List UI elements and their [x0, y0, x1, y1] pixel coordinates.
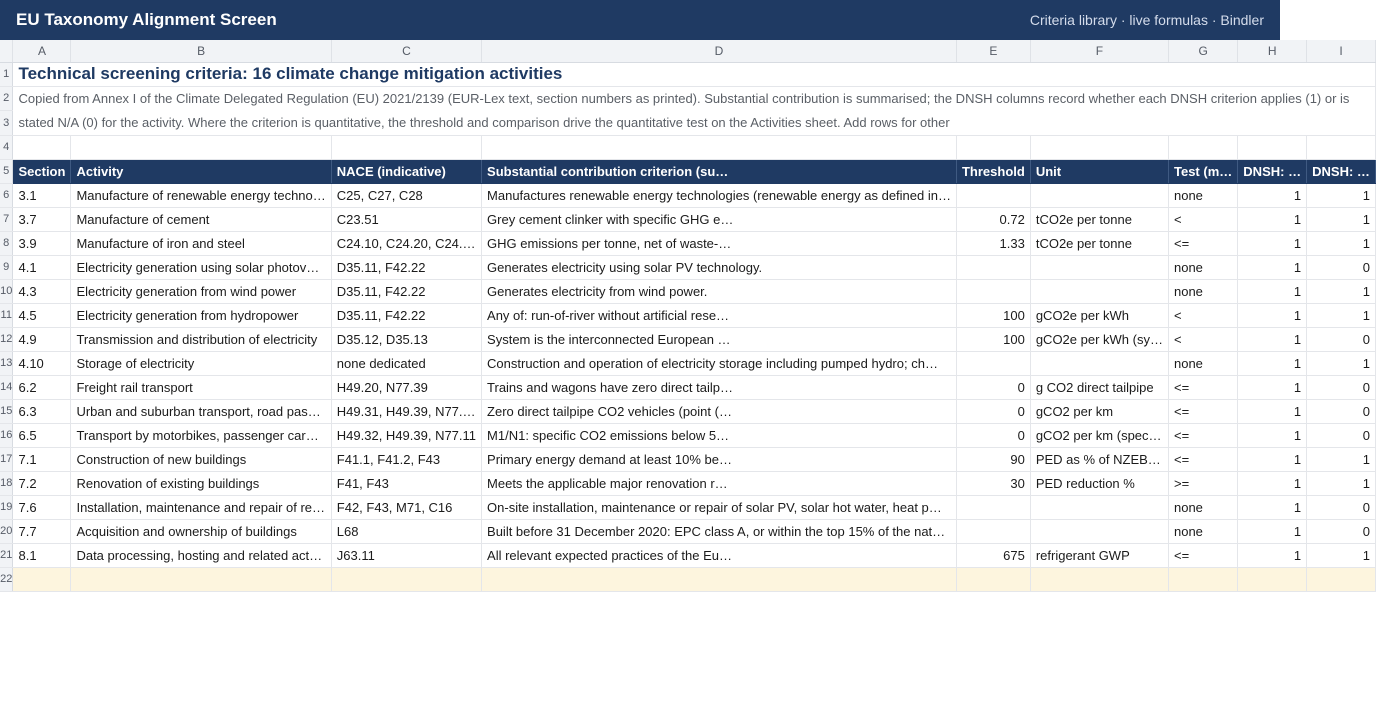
sheet-row [0, 62, 1376, 86]
column-header-f[interactable]: F [1030, 40, 1168, 62]
cell-dnsh-1[interactable]: 1 [1238, 279, 1307, 303]
cell-section[interactable]: 7.7 [13, 519, 71, 543]
cell-dnsh-1[interactable]: 1 [1238, 231, 1307, 255]
cell-dnsh-1[interactable]: 1 [1238, 183, 1307, 207]
column-header-g[interactable]: G [1168, 40, 1237, 62]
cell-activity[interactable]: Construction of new buildings [71, 447, 331, 471]
cell[interactable] [956, 135, 1030, 159]
row-header[interactable]: 11 [0, 303, 13, 327]
cell-nace[interactable]: C24.10, C24.20, C24.… [331, 231, 481, 255]
header-dnsh-2[interactable]: DNSH: … [1307, 159, 1376, 183]
cell-dnsh-2[interactable]: 0 [1307, 375, 1376, 399]
row-header[interactable]: 2 [0, 86, 13, 111]
cell-criterion[interactable]: Construction and operation of electricity storage including pumped hydro; ch… [482, 351, 957, 375]
table-row [0, 543, 1376, 567]
table-row [0, 447, 1376, 471]
header-unit[interactable]: Unit [1030, 159, 1168, 183]
cell-unit[interactable] [1030, 495, 1168, 519]
cell-dnsh-1[interactable]: 1 [1238, 471, 1307, 495]
app-title: EU Taxonomy Alignment Screen [16, 10, 277, 29]
cell-test[interactable]: none [1168, 279, 1237, 303]
row-header[interactable]: 14 [0, 375, 13, 399]
cell[interactable] [71, 135, 331, 159]
row-header[interactable]: 5 [0, 159, 13, 183]
row-header[interactable]: 3 [0, 111, 13, 136]
cell-nace[interactable]: J63.11 [331, 543, 481, 567]
cell-nace[interactable]: H49.20, N77.39 [331, 375, 481, 399]
cell-dnsh-2[interactable]: 1 [1307, 303, 1376, 327]
cell-criterion[interactable]: Meets the applicable major renovation r… [482, 471, 957, 495]
header-section[interactable]: Section [13, 159, 71, 183]
cell-threshold[interactable]: 0 [956, 375, 1030, 399]
cell[interactable] [1307, 135, 1376, 159]
cell-dnsh-1[interactable]: 1 [1238, 303, 1307, 327]
column-header-e[interactable]: E [956, 40, 1030, 62]
column-header-b[interactable]: B [71, 40, 331, 62]
table-row [0, 375, 1376, 399]
cell-criterion[interactable]: All relevant expected practices of the Eu… [482, 543, 957, 567]
cell[interactable] [1238, 135, 1307, 159]
column-header-i[interactable]: I [1307, 40, 1376, 62]
header-activity[interactable]: Activity [71, 159, 331, 183]
cell-threshold[interactable]: 100 [956, 303, 1030, 327]
cell-criterion[interactable]: Grey cement clinker with specific GHG e… [482, 207, 957, 231]
header-threshold[interactable]: Threshold [956, 159, 1030, 183]
cell-activity[interactable]: Acquisition and ownership of buildings [71, 519, 331, 543]
cell-section[interactable]: 4.1 [13, 255, 71, 279]
table-header-row [0, 159, 1376, 183]
cell-unit[interactable]: gCO2 per km [1030, 399, 1168, 423]
table-row [0, 399, 1376, 423]
cell-dnsh-1[interactable]: 1 [1238, 375, 1307, 399]
cell-unit[interactable]: g CO2 direct tailpipe [1030, 375, 1168, 399]
cell-activity[interactable]: Manufacture of cement [71, 207, 331, 231]
cell-section[interactable]: 4.9 [13, 327, 71, 351]
cell-test[interactable]: <= [1168, 399, 1237, 423]
cell-dnsh-1[interactable]: 1 [1238, 447, 1307, 471]
row-header[interactable]: 10 [0, 279, 13, 303]
cell-activity[interactable]: Renovation of existing buildings [71, 471, 331, 495]
cell-nace[interactable]: D35.11, F42.22 [331, 255, 481, 279]
cell[interactable] [331, 135, 481, 159]
row-header[interactable]: 9 [0, 255, 13, 279]
row-header[interactable]: 4 [0, 135, 13, 159]
sheet-row [0, 135, 1376, 159]
row-header[interactable]: 8 [0, 231, 13, 255]
cell-threshold[interactable] [956, 255, 1030, 279]
cell-threshold[interactable]: 0.72 [956, 207, 1030, 231]
cell-dnsh-1[interactable]: 1 [1238, 399, 1307, 423]
cell-dnsh-2[interactable]: 0 [1307, 255, 1376, 279]
entry-cell[interactable] [1168, 567, 1237, 591]
cell-section[interactable]: 3.9 [13, 231, 71, 255]
cell-criterion[interactable]: GHG emissions per tonne, net of waste-… [482, 231, 957, 255]
cell-test[interactable]: <= [1168, 447, 1237, 471]
cell-nace[interactable]: H49.32, H49.39, N77.11 [331, 423, 481, 447]
cell-activity[interactable]: Electricity generation from hydropower [71, 303, 331, 327]
cell-criterion[interactable]: On-site installation, maintenance or repair of solar PV, solar hot water, heat p… [482, 495, 957, 519]
table-row [0, 327, 1376, 351]
cell-activity[interactable]: Freight rail transport [71, 375, 331, 399]
entry-cell[interactable] [71, 567, 331, 591]
cell-dnsh-2[interactable]: 0 [1307, 423, 1376, 447]
cell-section[interactable]: 4.5 [13, 303, 71, 327]
cell-nace[interactable]: D35.12, D35.13 [331, 327, 481, 351]
cell-nace[interactable]: D35.11, F42.22 [331, 303, 481, 327]
cell-criterion[interactable]: Generates electricity from wind power. [482, 279, 957, 303]
row-header[interactable]: 17 [0, 447, 13, 471]
cell-unit[interactable]: gCO2e per kWh [1030, 303, 1168, 327]
cell-section[interactable]: 6.2 [13, 375, 71, 399]
cell-test[interactable]: < [1168, 327, 1237, 351]
column-header-d[interactable]: D [482, 40, 957, 62]
cell-section[interactable]: 3.7 [13, 207, 71, 231]
cell-unit[interactable]: PED reduction % [1030, 471, 1168, 495]
cell-activity[interactable]: Manufacture of iron and steel [71, 231, 331, 255]
cell-test[interactable]: <= [1168, 543, 1237, 567]
sheet-description[interactable] [13, 86, 1376, 135]
header-nace[interactable]: NACE (indicative) [331, 159, 481, 183]
table-row [0, 255, 1376, 279]
cell-unit[interactable] [1030, 519, 1168, 543]
cell-test[interactable]: none [1168, 519, 1237, 543]
cell-test[interactable]: none [1168, 351, 1237, 375]
entry-cell[interactable] [13, 567, 71, 591]
cell-dnsh-2[interactable]: 1 [1307, 183, 1376, 207]
cell-activity[interactable]: Urban and suburban transport, road pas… [71, 399, 331, 423]
cell-activity[interactable]: Manufacture of renewable energy techno… [71, 183, 331, 207]
cell-nace[interactable]: C23.51 [331, 207, 481, 231]
row-header[interactable]: 1 [0, 62, 13, 86]
cell-test[interactable]: none [1168, 183, 1237, 207]
header-dnsh-1[interactable]: DNSH: … [1238, 159, 1307, 183]
cell-unit[interactable]: tCO2e per tonne [1030, 231, 1168, 255]
row-header[interactable]: 12 [0, 327, 13, 351]
cell-criterion[interactable]: M1/N1: specific CO2 emissions below 5… [482, 423, 957, 447]
cell-test[interactable]: none [1168, 495, 1237, 519]
cell[interactable] [482, 135, 957, 159]
cell-section[interactable]: 7.1 [13, 447, 71, 471]
cell-criterion[interactable]: Any of: run-of-river without artificial rese… [482, 303, 957, 327]
cell-nace[interactable]: none dedicated [331, 351, 481, 375]
column-header-c[interactable]: C [331, 40, 481, 62]
cell-dnsh-2[interactable]: 1 [1307, 447, 1376, 471]
cell-unit[interactable]: gCO2 per km (spec… [1030, 423, 1168, 447]
cell-section[interactable]: 3.1 [13, 183, 71, 207]
cell-threshold[interactable] [956, 351, 1030, 375]
cell-dnsh-2[interactable]: 0 [1307, 495, 1376, 519]
cell-test[interactable]: < [1168, 303, 1237, 327]
table-row [0, 183, 1376, 207]
cell-dnsh-2[interactable]: 1 [1307, 471, 1376, 495]
sheet-title[interactable]: Technical screening criteria: 16 climate change mitigation activities [13, 62, 1376, 86]
cell-unit[interactable]: refrigerant GWP [1030, 543, 1168, 567]
table-row [0, 471, 1376, 495]
cell-unit[interactable] [1030, 279, 1168, 303]
cell-activity[interactable]: Storage of electricity [71, 351, 331, 375]
cell-test[interactable]: <= [1168, 423, 1237, 447]
column-header-h[interactable]: H [1238, 40, 1307, 62]
cell-dnsh-1[interactable]: 1 [1238, 255, 1307, 279]
cell-dnsh-2[interactable]: 1 [1307, 231, 1376, 255]
cell-unit[interactable]: gCO2e per kWh (sy… [1030, 327, 1168, 351]
table-row [0, 351, 1376, 375]
table-row [0, 279, 1376, 303]
cell-unit[interactable] [1030, 255, 1168, 279]
cell-unit[interactable] [1030, 351, 1168, 375]
cell-threshold[interactable] [956, 279, 1030, 303]
cell-threshold[interactable] [956, 519, 1030, 543]
cell-activity[interactable]: Transport by motorbikes, passenger car… [71, 423, 331, 447]
cell-section[interactable]: 8.1 [13, 543, 71, 567]
table-row [0, 231, 1376, 255]
table-row [0, 207, 1376, 231]
row-header[interactable]: 20 [0, 519, 13, 543]
row-header[interactable]: 21 [0, 543, 13, 567]
title-bar [0, 0, 1280, 40]
table-row [0, 423, 1376, 447]
cell-nace[interactable]: D35.11, F42.22 [331, 279, 481, 303]
select-all-corner[interactable] [0, 40, 13, 62]
cell-dnsh-2[interactable]: 0 [1307, 399, 1376, 423]
cell-nace[interactable]: F41.1, F41.2, F43 [331, 447, 481, 471]
cell-dnsh-2[interactable]: 1 [1307, 351, 1376, 375]
cell-unit[interactable]: PED as % of NZEB… [1030, 447, 1168, 471]
cell-nace[interactable]: C25, C27, C28 [331, 183, 481, 207]
cell-nace[interactable]: H49.31, H49.39, N77.… [331, 399, 481, 423]
header-test[interactable]: Test (m… [1168, 159, 1237, 183]
title-bar-info: Criteria library · live formulas · Bindler [1029, 12, 1264, 28]
spreadsheet-grid [0, 40, 1376, 592]
cell-dnsh-2[interactable]: 1 [1307, 207, 1376, 231]
sheet-row [0, 86, 1376, 111]
cell-threshold[interactable]: 100 [956, 327, 1030, 351]
cell-dnsh-2[interactable]: 1 [1307, 279, 1376, 303]
cell-dnsh-1[interactable]: 1 [1238, 495, 1307, 519]
cell-criterion[interactable]: Built before 31 December 2020: EPC class A, or within the top 15% of the nat… [482, 519, 957, 543]
cell-test[interactable]: none [1168, 255, 1237, 279]
entry-cell[interactable] [482, 567, 957, 591]
cell-criterion[interactable]: System is the interconnected European … [482, 327, 957, 351]
cell-nace[interactable]: L68 [331, 519, 481, 543]
cell-section[interactable]: 7.2 [13, 471, 71, 495]
cell-dnsh-2[interactable]: 1 [1307, 543, 1376, 567]
table-row [0, 303, 1376, 327]
cell-unit[interactable]: tCO2e per tonne [1030, 207, 1168, 231]
cell-nace[interactable]: F42, F43, M71, C16 [331, 495, 481, 519]
cell-dnsh-1[interactable]: 1 [1238, 423, 1307, 447]
row-header[interactable]: 6 [0, 183, 13, 207]
cell-threshold[interactable]: 90 [956, 447, 1030, 471]
new-entry-row [0, 567, 1376, 591]
cell-section[interactable]: 4.3 [13, 279, 71, 303]
cell-dnsh-1[interactable]: 1 [1238, 519, 1307, 543]
cell-test[interactable]: <= [1168, 231, 1237, 255]
cell-criterion[interactable]: Zero direct tailpipe CO2 vehicles (point (… [482, 399, 957, 423]
cell-dnsh-1[interactable]: 1 [1238, 543, 1307, 567]
entry-cell[interactable] [1238, 567, 1307, 591]
cell-criterion[interactable]: Generates electricity using solar PV technology. [482, 255, 957, 279]
cell-dnsh-1[interactable]: 1 [1238, 351, 1307, 375]
cell-criterion[interactable]: Trains and wagons have zero direct tailp… [482, 375, 957, 399]
cell-threshold[interactable]: 0 [956, 399, 1030, 423]
cell[interactable] [1030, 135, 1168, 159]
entry-cell[interactable] [331, 567, 481, 591]
column-header-row [0, 40, 1376, 62]
cell-nace[interactable]: F41, F43 [331, 471, 481, 495]
row-header[interactable]: 15 [0, 399, 13, 423]
cell-activity[interactable]: Data processing, hosting and related act… [71, 543, 331, 567]
cell-activity[interactable]: Transmission and distribution of electricity [71, 327, 331, 351]
cell-test[interactable]: >= [1168, 471, 1237, 495]
row-header[interactable]: 13 [0, 351, 13, 375]
cell-activity[interactable]: Electricity generation using solar photov… [71, 255, 331, 279]
cell-threshold[interactable]: 1.33 [956, 231, 1030, 255]
cell-test[interactable]: < [1168, 207, 1237, 231]
cell-dnsh-1[interactable]: 1 [1238, 327, 1307, 351]
cell-threshold[interactable] [956, 495, 1030, 519]
cell-test[interactable]: <= [1168, 375, 1237, 399]
entry-cell[interactable] [1307, 567, 1376, 591]
table-row [0, 519, 1376, 543]
row-header[interactable]: 22 [0, 567, 13, 591]
cell-unit[interactable] [1030, 183, 1168, 207]
cell-activity[interactable]: Installation, maintenance and repair of re… [71, 495, 331, 519]
cell-threshold[interactable] [956, 183, 1030, 207]
cell-section[interactable]: 4.10 [13, 351, 71, 375]
row-header[interactable]: 16 [0, 423, 13, 447]
column-header-a[interactable]: A [13, 40, 71, 62]
cell-threshold[interactable]: 675 [956, 543, 1030, 567]
cell-dnsh-2[interactable]: 0 [1307, 327, 1376, 351]
cell-dnsh-1[interactable]: 1 [1238, 207, 1307, 231]
row-header[interactable]: 19 [0, 495, 13, 519]
cell[interactable] [13, 135, 71, 159]
cell-threshold[interactable]: 30 [956, 471, 1030, 495]
entry-cell[interactable] [956, 567, 1030, 591]
table-row [0, 495, 1376, 519]
cell-threshold[interactable]: 0 [956, 423, 1030, 447]
cell[interactable] [1168, 135, 1237, 159]
row-header[interactable]: 7 [0, 207, 13, 231]
cell-dnsh-2[interactable]: 0 [1307, 519, 1376, 543]
sheet-description-text: Copied from Annex I of the Climate Delegated Regulation (EU) 2021/2139 (EUR-Lex text, section numbers as printed). Substantial contribution is summarised; the DNSH columns record whether each DNSH criterion applies (1) or is stated N/A (0) for the activity. Where the criterion is quantitative, the threshold and comparison drive the quantitative test on the Activities sheet. Add rows for other [18, 90, 1350, 130]
header-criterion[interactable]: Substantial contribution criterion (su… [482, 159, 957, 183]
cell-criterion[interactable]: Primary energy demand at least 10% be… [482, 447, 957, 471]
cell-activity[interactable]: Electricity generation from wind power [71, 279, 331, 303]
row-header[interactable]: 18 [0, 471, 13, 495]
cell-section[interactable]: 6.3 [13, 399, 71, 423]
cell-criterion[interactable]: Manufactures renewable energy technologies (renewable energy as defined in… [482, 183, 957, 207]
cell-section[interactable]: 7.6 [13, 495, 71, 519]
cell-section[interactable]: 6.5 [13, 423, 71, 447]
entry-cell[interactable] [1030, 567, 1168, 591]
